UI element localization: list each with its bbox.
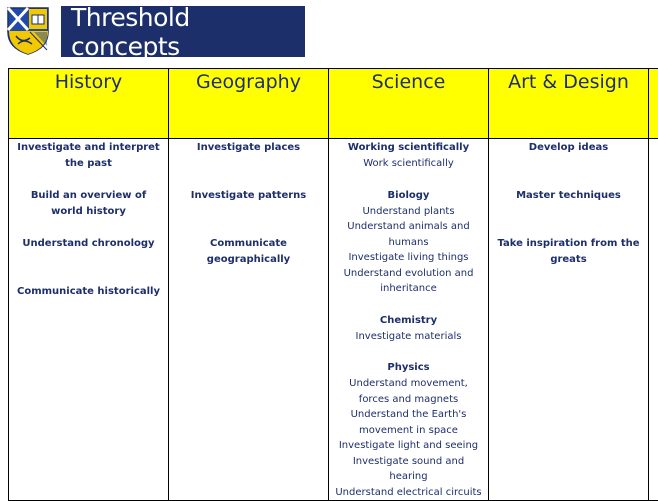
science-chemistry-title: Chemistry bbox=[329, 313, 488, 329]
list-item: Understand electrical circuits bbox=[329, 485, 488, 501]
list-item: Communicate historically bbox=[9, 284, 168, 300]
page-title: Threshold concepts bbox=[71, 3, 305, 61]
list-item: Communicate geographically bbox=[169, 236, 328, 268]
geography-heading: Geography bbox=[169, 71, 328, 93]
art-header bbox=[489, 69, 649, 139]
list-item: Understand plants bbox=[329, 204, 488, 220]
list-item: Understand the Earth's movement in space bbox=[329, 407, 488, 438]
table-header-row bbox=[9, 69, 658, 139]
list-item: Work scientifically bbox=[329, 156, 488, 172]
list-item: Take inspiration from the greats bbox=[489, 236, 648, 268]
list-item: Understand chronology bbox=[9, 236, 168, 252]
list-item: Investigate and interpret the past bbox=[9, 140, 168, 172]
extra-header bbox=[649, 69, 658, 139]
art-heading: Art & Design bbox=[489, 71, 648, 93]
geography-header bbox=[169, 69, 329, 139]
list-item: Develop ideas bbox=[489, 140, 648, 156]
science-header bbox=[329, 69, 489, 139]
history-heading: History bbox=[9, 71, 168, 93]
list-item: Understand evolution and inheritance bbox=[329, 266, 488, 297]
list-item: Investigate patterns bbox=[169, 188, 328, 204]
threshold-table bbox=[8, 68, 658, 501]
list-item: Investigate living things bbox=[329, 250, 488, 266]
list-item: Build an overview of world history bbox=[9, 188, 168, 220]
history-cell bbox=[9, 139, 169, 501]
extra-cell bbox=[649, 139, 658, 501]
history-header bbox=[9, 69, 169, 139]
table-body-row bbox=[9, 139, 658, 501]
art-cell bbox=[489, 139, 649, 501]
science-physics-title: Physics bbox=[329, 360, 488, 376]
science-heading: Science bbox=[329, 71, 488, 93]
geography-cell bbox=[169, 139, 329, 501]
list-item: Investigate sound and hearing bbox=[329, 454, 488, 485]
list-item: Investigate places bbox=[169, 140, 328, 156]
science-working-title: Working scientifically bbox=[329, 140, 488, 156]
science-biology-title: Biology bbox=[329, 188, 488, 204]
school-crest-icon bbox=[6, 6, 50, 56]
list-item: Investigate light and seeing bbox=[329, 438, 488, 454]
title-banner bbox=[61, 6, 305, 57]
list-item: Investigate materials bbox=[329, 329, 488, 345]
list-item: Understand animals and humans bbox=[329, 219, 488, 250]
list-item: Master techniques bbox=[489, 188, 648, 204]
list-item: Understand movement, forces and magnets bbox=[329, 376, 488, 407]
science-cell bbox=[329, 139, 489, 501]
